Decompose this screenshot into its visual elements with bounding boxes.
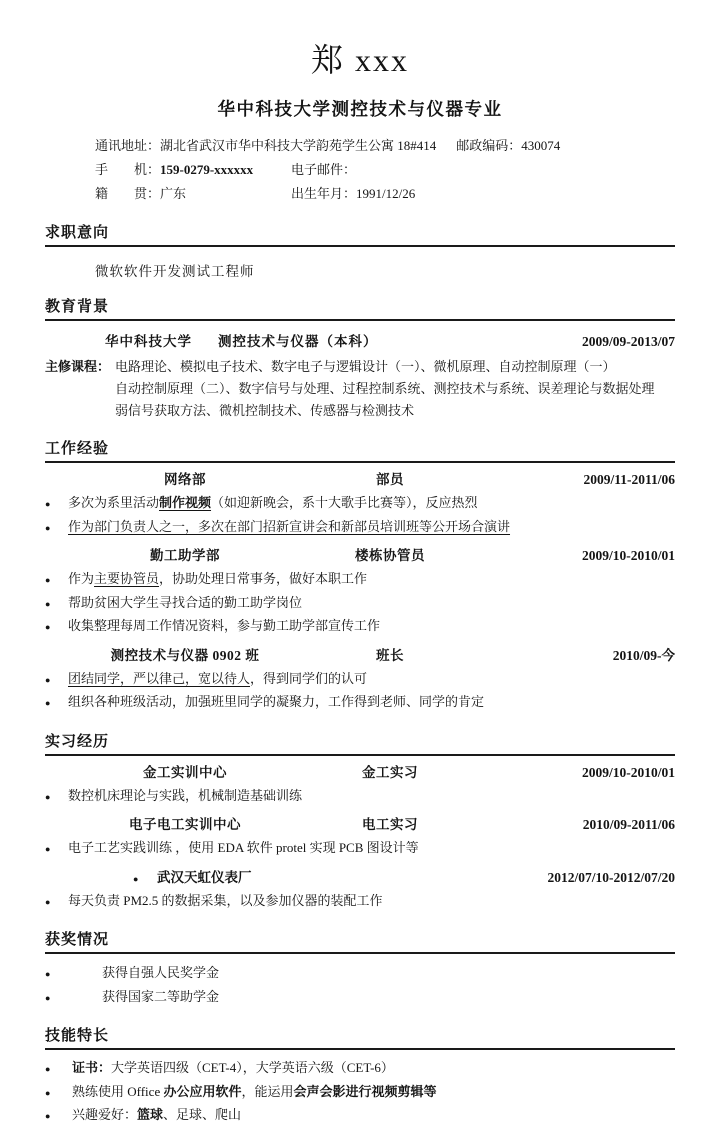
work-bullet-list [45, 668, 675, 715]
bullet-icon: ● [45, 622, 51, 632]
internship-bullet-list [45, 837, 675, 861]
education-date: 2009/09-2013/07 [582, 334, 675, 349]
internship-entry-header [45, 761, 675, 781]
bullet-icon: ● [133, 873, 139, 884]
internship-entry-header [45, 866, 675, 886]
internship-date: 2012/07/10-2012/07/20 [547, 869, 675, 885]
bullet-text: 作为主要协管员，协助处理日常事务，做好本职工作 [68, 571, 368, 586]
bullet-icon: ● [45, 992, 51, 1003]
section-heading-objective: 求职意向 [45, 221, 675, 247]
internship-bullet-list [45, 785, 675, 809]
bullet-icon: ● [45, 575, 51, 585]
bullet-text: 数控机床理论与实践，机械制造基础训练 [68, 787, 303, 803]
work-bullet-list [45, 492, 675, 539]
internship-entry-header [45, 813, 675, 833]
work-entry-header [45, 468, 675, 488]
work-org: 勤工助学部 [150, 548, 220, 563]
bullet-text: 帮助贫困大学生寻找合适的勤工助学岗位 [68, 594, 303, 610]
phone-cell [95, 158, 291, 182]
contact-row-hometown [95, 182, 675, 206]
skills-list [45, 1057, 675, 1128]
postal-value: 430074 [521, 138, 561, 153]
bullet-text: 作为部门负责人之一，多次在部门招新宣讲会和新部员培训班等公开场合演讲 [68, 518, 511, 534]
internship-date: 2010/09-2011/06 [582, 817, 675, 832]
contact-block [95, 134, 675, 206]
section-heading-education: 教育背景 [45, 295, 675, 321]
list-item [45, 785, 675, 809]
bullet-icon: ● [45, 499, 51, 509]
bullet-icon: ● [45, 674, 51, 685]
contact-row-address [95, 134, 675, 158]
list-item [45, 1081, 675, 1105]
bullet-icon: ● [45, 698, 51, 708]
birth-label: 出生年月： [291, 186, 357, 201]
postal-label: 邮政编码： [456, 138, 522, 153]
objective-text: 微软软件开发测试工程师 [95, 264, 255, 279]
phone-label: 手 机： [95, 162, 161, 177]
work-entry-header [45, 644, 675, 664]
education-program: 测控技术与仪器（本科） [218, 334, 378, 349]
skill-text: 熟练使用 Office 办公应用软件，能运用会声会影进行视频剪辑等 [72, 1083, 437, 1099]
awards-list [45, 962, 675, 1009]
list-item [45, 890, 675, 914]
hometown-value: 广东 [160, 186, 187, 201]
internship-bullet-list [45, 890, 675, 914]
list-item [45, 592, 675, 616]
bullet-icon: ● [45, 791, 51, 802]
bullet-text: 多次为系里活动制作视频（如迎新晚会，系十大歌手比赛等），反应热烈 [68, 495, 478, 510]
list-item [45, 1104, 675, 1128]
list-item [45, 516, 675, 540]
birth-value: 1991/12/26 [356, 186, 416, 201]
bullet-icon: ● [45, 969, 51, 979]
courses-label: 主修课程： [45, 359, 111, 374]
bullet-icon: ● [45, 1064, 51, 1074]
internship-role: 电工实习 [362, 817, 418, 832]
bullet-text: 组织各种班级活动，加强班里同学的凝聚力，工作得到老师、同学的肯定 [68, 694, 485, 709]
internship-org: 电子电工实训中心 [129, 817, 241, 832]
list-item [45, 986, 675, 1010]
bullet-icon: ● [45, 522, 51, 533]
education-school: 华中科技大学 [105, 334, 192, 349]
work-org: 网络部 [164, 472, 206, 487]
work-entry-header [45, 544, 675, 564]
internship-date: 2009/10-2010/01 [582, 764, 675, 780]
list-item [45, 568, 675, 592]
address-label: 通讯地址： [95, 138, 161, 153]
list-item [45, 691, 675, 715]
email-label: 电子邮件： [291, 162, 357, 177]
internship-org: 金工实训中心 [143, 764, 227, 780]
contact-row-phone [95, 158, 675, 182]
list-item [45, 492, 675, 516]
section-heading-work: 工作经验 [45, 437, 675, 463]
section-heading-internship: 实习经历 [45, 730, 675, 756]
work-date: 2009/11-2011/06 [583, 472, 675, 487]
section-heading-awards: 获奖情况 [45, 928, 675, 954]
education-entry [45, 330, 675, 350]
bullet-icon: ● [45, 1087, 51, 1098]
work-bullet-list [45, 568, 675, 639]
bullet-text: 电子工艺实践训练 ，使用 EDA 软件 protel 实现 PCB 图设计等 [68, 840, 419, 855]
list-item [45, 668, 675, 692]
subtitle: 华中科技大学测控技术与仪器专业 [217, 99, 503, 119]
section-heading-skills: 技能特长 [45, 1024, 675, 1050]
courses-line: 自动控制原理（二）、数字信号与处理、过程控制系统、测控技术与系统、误差理论与数据处理 [115, 381, 655, 396]
internship-role: 金工实习 [362, 764, 418, 780]
list-item [45, 1057, 675, 1081]
skill-text: 兴趣爱好：篮球、足球、爬山 [72, 1107, 242, 1122]
hometown-cell [95, 182, 291, 206]
phone-value: 159-0279-xxxxxx [160, 162, 254, 177]
award-text: 获得自强人民奖学金 [102, 965, 220, 980]
skill-text: 证书：大学英语四级（CET-4），大学英语六级（CET-6） [72, 1060, 394, 1075]
bullet-icon: ● [45, 598, 51, 609]
bullet-icon: ● [45, 1111, 51, 1121]
bullet-text: 收集整理每周工作情况资料，参与勤工助学部宣传工作 [68, 618, 381, 633]
courses-line: 弱信号获取方法、微机控制技术、传感器与检测技术 [115, 403, 415, 418]
hometown-label: 籍 贯： [95, 186, 161, 201]
bullet-text: 每天负责 PM2.5 的数据采集，以及参加仪器的装配工作 [68, 892, 383, 908]
work-role: 楼栋协管员 [355, 548, 425, 563]
internship-org: 武汉天虹仪表厂 [157, 869, 252, 885]
work-org: 测控技术与仪器 0902 班 [110, 647, 260, 663]
work-role: 部员 [376, 472, 404, 487]
list-item [45, 962, 675, 986]
work-role: 班长 [376, 647, 404, 663]
bullet-text: 团结同学，严以律己，宽以待人，得到同学们的认可 [68, 670, 368, 686]
work-date: 2010/09-今 [612, 647, 675, 663]
page-title: 郑 xxx [310, 42, 409, 78]
courses-lines [115, 356, 675, 422]
address-value: 湖北省武汉市华中科技大学韵苑学生公寓 18#414 [160, 138, 437, 153]
list-item [45, 615, 675, 639]
bullet-icon: ● [45, 844, 51, 854]
courses-block [45, 356, 675, 422]
list-item [45, 837, 675, 861]
bullet-icon: ● [45, 896, 51, 907]
work-date: 2009/10-2010/01 [582, 548, 675, 563]
award-text: 获得国家二等助学金 [102, 988, 220, 1004]
courses-line: 电路理论、模拟电子技术、数字电子与逻辑设计（一）、微机原理、自动控制原理（一） [115, 359, 616, 374]
